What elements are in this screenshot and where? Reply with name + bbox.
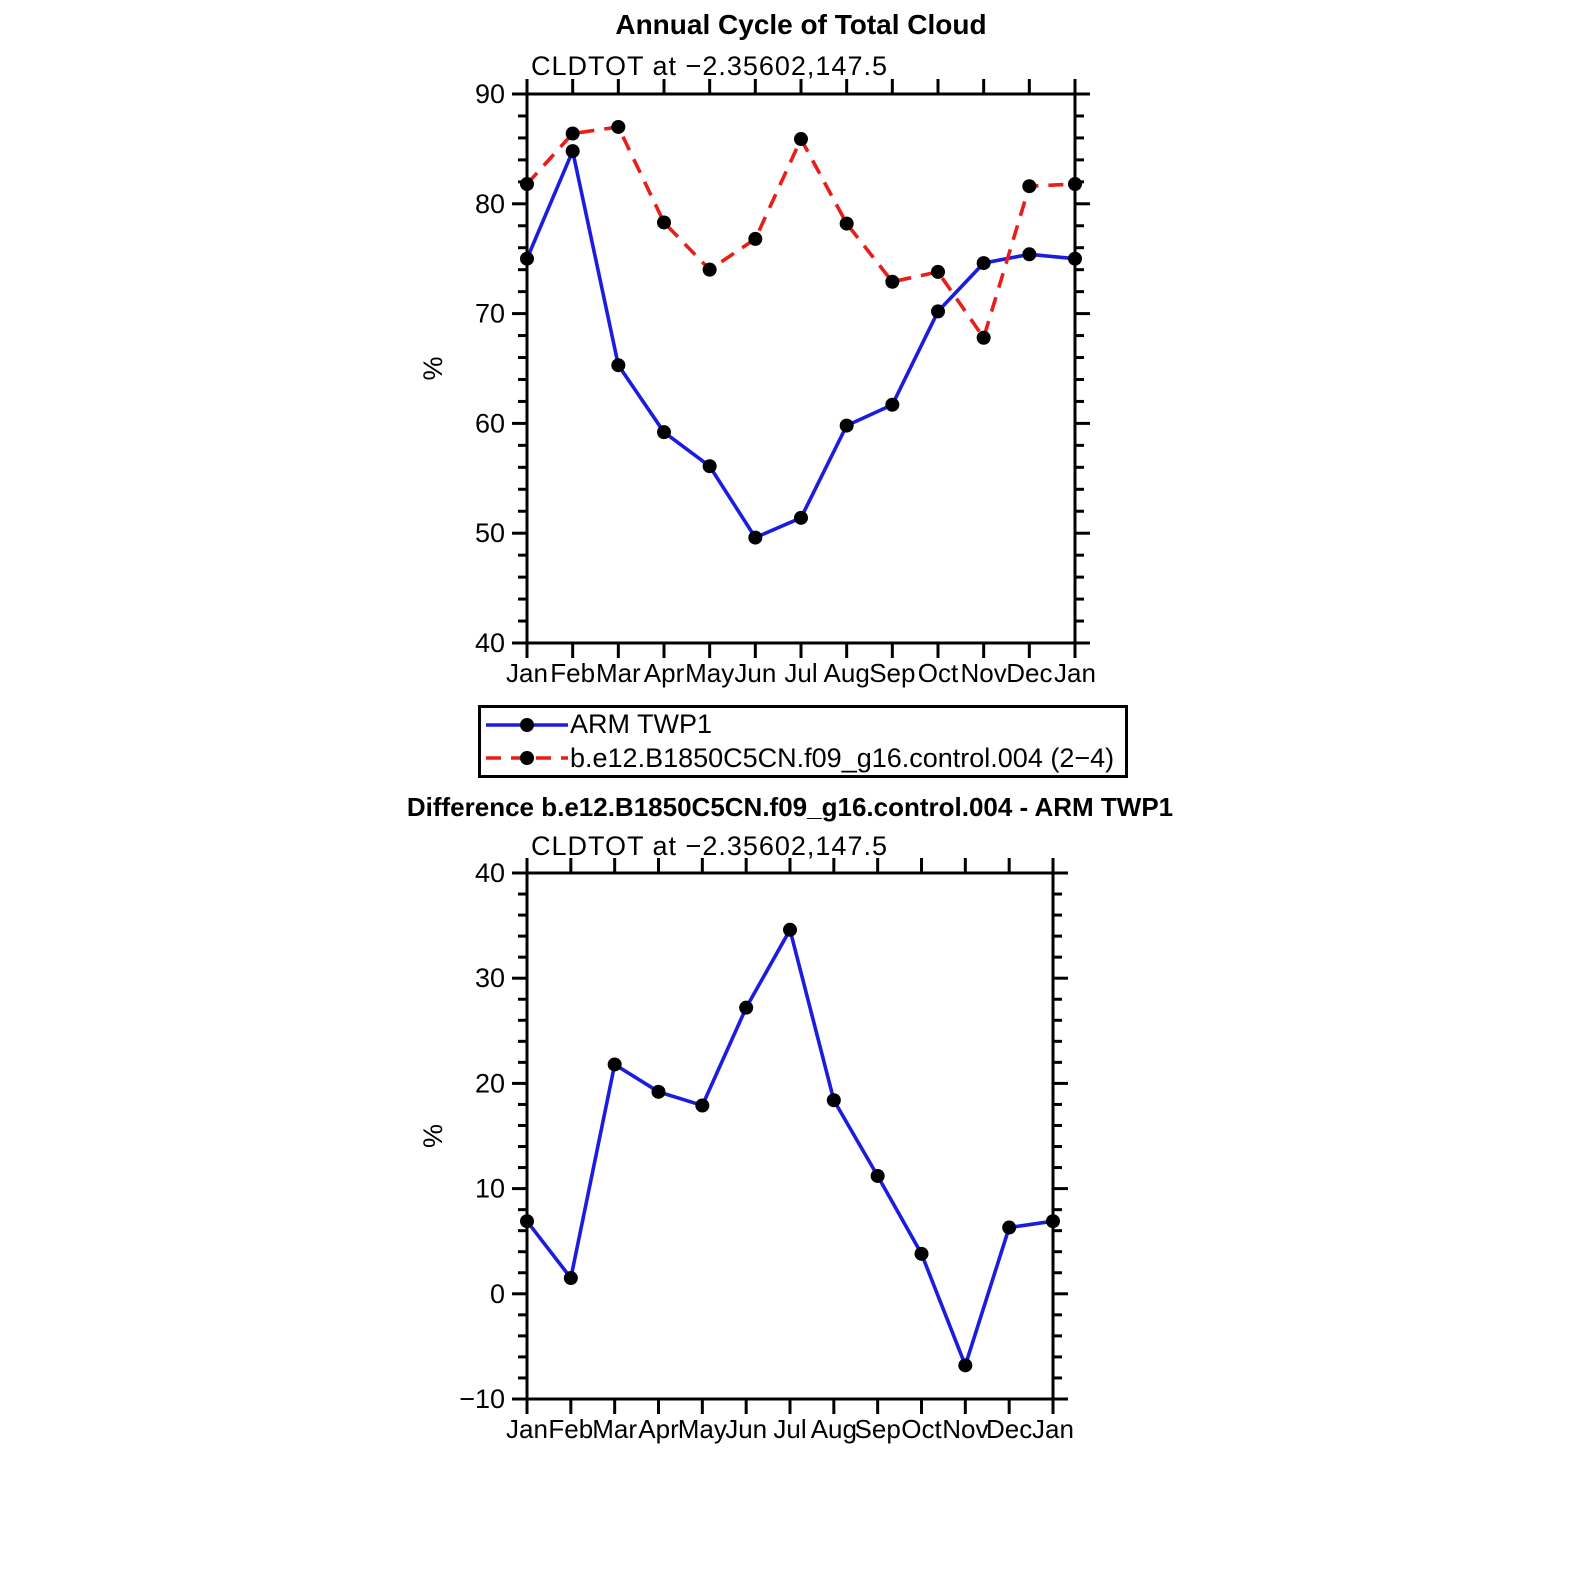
data-point-marker xyxy=(657,215,671,229)
data-point-marker xyxy=(1068,177,1082,191)
data-point-marker xyxy=(1046,1214,1060,1228)
data-point-marker xyxy=(1068,252,1082,266)
data-point-marker xyxy=(652,1085,666,1099)
x-tick-label: Jan xyxy=(1032,1414,1074,1444)
x-tick-label: Oct xyxy=(917,658,959,688)
data-point-marker xyxy=(611,358,625,372)
data-point-marker xyxy=(871,1169,885,1183)
annual-cycle-title: Annual Cycle of Total Cloud xyxy=(615,9,987,40)
data-point-marker xyxy=(703,263,717,277)
x-tick-label: Sep xyxy=(869,658,916,688)
x-tick-label: Sep xyxy=(854,1414,901,1444)
difference-title: Difference b.e12.B1850C5CN.f09_g16.control.004 - ARM TWP1 xyxy=(406,792,1174,822)
data-point-marker xyxy=(827,1093,841,1107)
y-tick-label: 10 xyxy=(474,1173,505,1204)
y-axis-label: % xyxy=(418,356,448,381)
y-tick-label: 40 xyxy=(474,858,505,888)
legend-item-model xyxy=(481,742,1125,776)
data-point-marker xyxy=(566,144,580,158)
y-tick-label: 0 xyxy=(489,1278,505,1309)
data-point-marker xyxy=(885,275,899,289)
y-tick-label: 20 xyxy=(474,1068,505,1099)
series-line xyxy=(527,151,1075,537)
data-point-marker xyxy=(695,1098,709,1112)
red-dashed-line-marker-icon xyxy=(484,743,570,773)
data-point-marker xyxy=(931,304,945,318)
x-tick-label: Dec xyxy=(1006,658,1053,688)
series-arm-twp1 xyxy=(520,144,1082,544)
legend-label-arm-twp1: ARM TWP1 xyxy=(570,709,713,740)
blue-solid-line-marker-icon xyxy=(484,710,570,740)
data-point-marker xyxy=(977,331,991,345)
data-point-marker xyxy=(1022,247,1036,261)
x-tick-label: Nov xyxy=(942,1414,989,1444)
x-tick-label: Mar xyxy=(595,658,641,688)
x-tick-label: Nov xyxy=(960,658,1007,688)
y-tick-label: 40 xyxy=(474,628,505,658)
data-point-marker xyxy=(566,127,580,141)
data-point-marker xyxy=(794,132,808,146)
x-tick-label: May xyxy=(677,1414,727,1444)
legend-label-model: b.e12.B1850C5CN.f09_g16.control.004 (2−4) xyxy=(570,742,1115,773)
data-point-marker xyxy=(840,419,854,433)
x-tick-label: Jul xyxy=(784,658,818,688)
series-b-e12-b1850c5cn-f09-g16-control-004-2-4 xyxy=(520,120,1082,345)
x-tick-label: Jan xyxy=(506,1414,548,1444)
data-point-marker xyxy=(608,1057,622,1071)
data-point-marker xyxy=(783,923,797,937)
data-point-marker xyxy=(958,1358,972,1372)
y-tick-label: −10 xyxy=(459,1384,505,1414)
x-tick-label: Aug xyxy=(823,658,870,688)
data-point-marker xyxy=(915,1247,929,1261)
x-tick-label: Apr xyxy=(643,658,685,688)
x-tick-label: Jul xyxy=(773,1414,807,1444)
data-point-marker xyxy=(748,232,762,246)
x-axis-ticks xyxy=(506,858,1074,1444)
difference-chart xyxy=(418,858,1074,1444)
y-axis-label: % xyxy=(418,1123,448,1149)
axis-box xyxy=(527,94,1075,643)
data-point-marker xyxy=(977,256,991,270)
data-point-marker xyxy=(564,1271,578,1285)
x-tick-label: Jun xyxy=(725,1414,768,1444)
data-point-marker xyxy=(931,265,945,279)
data-point-marker xyxy=(611,120,625,134)
data-point-marker xyxy=(1022,179,1036,193)
data-point-marker xyxy=(1002,1221,1016,1235)
y-tick-label: 50 xyxy=(474,518,505,549)
data-point-marker xyxy=(885,398,899,412)
x-tick-label: Oct xyxy=(901,1414,942,1444)
axis-box xyxy=(527,873,1053,1399)
series-line xyxy=(527,930,1053,1366)
data-point-marker xyxy=(520,1214,534,1228)
data-point-marker xyxy=(748,531,762,545)
y-tick-label: 70 xyxy=(474,298,505,329)
annual-cycle-chart xyxy=(418,79,1096,688)
y-tick-label: 60 xyxy=(474,408,505,439)
data-point-marker xyxy=(739,1001,753,1015)
legend-box xyxy=(478,705,1128,778)
legend-item-arm-twp1 xyxy=(481,708,1125,742)
series-b-e12-b1850c5cn-f09-g16-control-004-arm-twp1 xyxy=(520,923,1060,1373)
x-tick-label: Jan xyxy=(506,658,548,688)
data-point-marker xyxy=(520,252,534,266)
x-tick-label: Feb xyxy=(548,1414,594,1444)
x-tick-label: Jan xyxy=(1054,658,1096,688)
series-line xyxy=(527,127,1075,338)
y-tick-label: 80 xyxy=(474,188,505,219)
x-tick-label: Apr xyxy=(638,1414,679,1444)
x-tick-label: Aug xyxy=(810,1414,857,1444)
difference-subtitle: CLDTOT at −2.35602,147.5 xyxy=(531,831,888,861)
annual-cycle-subtitle: CLDTOT at −2.35602,147.5 xyxy=(531,51,888,81)
data-point-marker xyxy=(520,177,534,191)
data-point-marker xyxy=(703,459,717,473)
x-tick-label: Dec xyxy=(986,1414,1033,1444)
x-tick-label: Jun xyxy=(734,658,777,688)
x-tick-label: Mar xyxy=(592,1414,638,1444)
x-tick-label: Feb xyxy=(550,658,596,688)
y-tick-label: 90 xyxy=(474,79,505,109)
y-tick-label: 30 xyxy=(474,963,505,994)
x-tick-label: May xyxy=(685,658,735,688)
data-point-marker xyxy=(657,425,671,439)
x-axis-ticks xyxy=(506,79,1096,688)
data-point-marker xyxy=(840,217,854,231)
data-point-marker xyxy=(794,511,808,525)
